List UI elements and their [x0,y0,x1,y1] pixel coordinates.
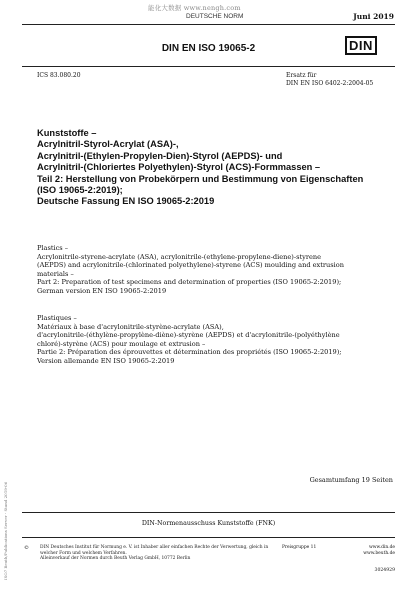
title-de-line: (ISO 19065-2:2019); [37,185,123,196]
title-fr-line: chloré)-styrène (ACS) pour moulage et extrusion – [37,339,206,348]
top-rule [22,24,395,25]
replaces-standard: DIN EN ISO 6402-2:2004-05 [286,79,374,87]
title-fr-line: d'acrylonitrile-(éthylène-propylène-diène)-styrène (AEPDS) et d'acrylonitrile-(polyéthylène [37,331,340,340]
document-id: 3024929 [374,568,395,573]
committee-name: DIN-Normenausschuss Kunststoffe (FNK) [141,520,276,527]
total-pages: Gesamtumfang 19 Seiten [309,476,393,484]
title-de-line: Acrylnitril-(Chloriertes Polyethylen)-Styrol (ACS)-Formmassen – [37,162,321,173]
title-en-line: German version EN ISO 19065-2:2019 [37,286,167,295]
copyright-notice [40,545,268,562]
title-fr-line: Version allemande EN ISO 19065-2:2019 [37,356,175,365]
din-logo: DIN [345,36,377,55]
title-fr-line: Plastiques – [37,314,77,322]
title-en-line: materials – [37,269,74,278]
title-de-line: Acrylnitril-(Ethylen-Propylen-Dien)-Styrol (AEPDS)- und [37,150,283,161]
price-group [282,545,316,551]
replaces-label: Ersatz für [286,72,317,79]
title-fr-line: Partie 2: Préparation des éprouvettes et détermination des propriétés (ISO 19065-2:2019); [37,348,342,357]
german-title [37,128,392,208]
document-number: DIN EN ISO 19065-2 [161,43,256,54]
committee-rule [22,512,395,513]
title-en-line: Part 2: Preparation of test specimens and determination of properties (ISO 19065-2:2019); [37,278,342,287]
watermark: 能化大数据 www.nengh.com [148,4,241,12]
standard-type-label: DEUTSCHE NORM [186,13,244,20]
beuth-website-link[interactable]: www.beuth.de [363,550,395,556]
copyright-line: welcher Form und welchem Verfahren. [40,550,127,556]
copyright-line: Alleinverkauf der Normen durch Beuth Verlag GmbH, 10772 Berlin [40,556,191,562]
publication-date: Juni 2019 [353,12,394,21]
french-title [37,314,392,366]
ics-code: ICS 83.080.20 [37,72,81,79]
din-website-link[interactable]: www.din.de [369,545,395,550]
title-de-line: Acrylnitril-Styrol-Acrylat (ASA)-, [37,139,179,150]
title-fr-line: Matériaux à base d'acrylonitrile-styrène-acrylate (ASA), [37,322,224,331]
title-de-line: Teil 2: Herstellung von Probekörpern und Bestimmung von Eigenschaften [37,173,364,184]
header-rule [22,66,395,67]
english-title [37,244,392,296]
title-en-line: Plastics – [37,244,69,252]
replaces-note [286,72,373,87]
title-de-line: Kunststoffe – [37,128,97,138]
footer-rule [22,537,395,538]
copyright-line: DIN Deutsches Institut für Normung e. V. ist Inhaber aller einfachen Rechte der Verwertung, gleich in [40,545,269,550]
side-note [3,470,9,580]
title-en-line: Acrylonitrile-styrene-acrylate (ASA), acrylonitrile-(ethylene-propylene-diene)-styrene [37,252,322,261]
copyright-symbol: © [24,545,29,551]
price-group-label: Preisgruppe 11 [282,545,317,550]
web-links [363,545,395,556]
title-en-line: (AEPDS) and acrylonitrile-(chlorinated polyethylene)-styrene (ACS) moulding and extrusion [37,261,345,270]
side-note-text: ISO7 Beuth/Publications Server - Stand 2019-06 [3,481,8,580]
title-de-line: Deutsche Fassung EN ISO 19065-2:2019 [37,196,215,207]
